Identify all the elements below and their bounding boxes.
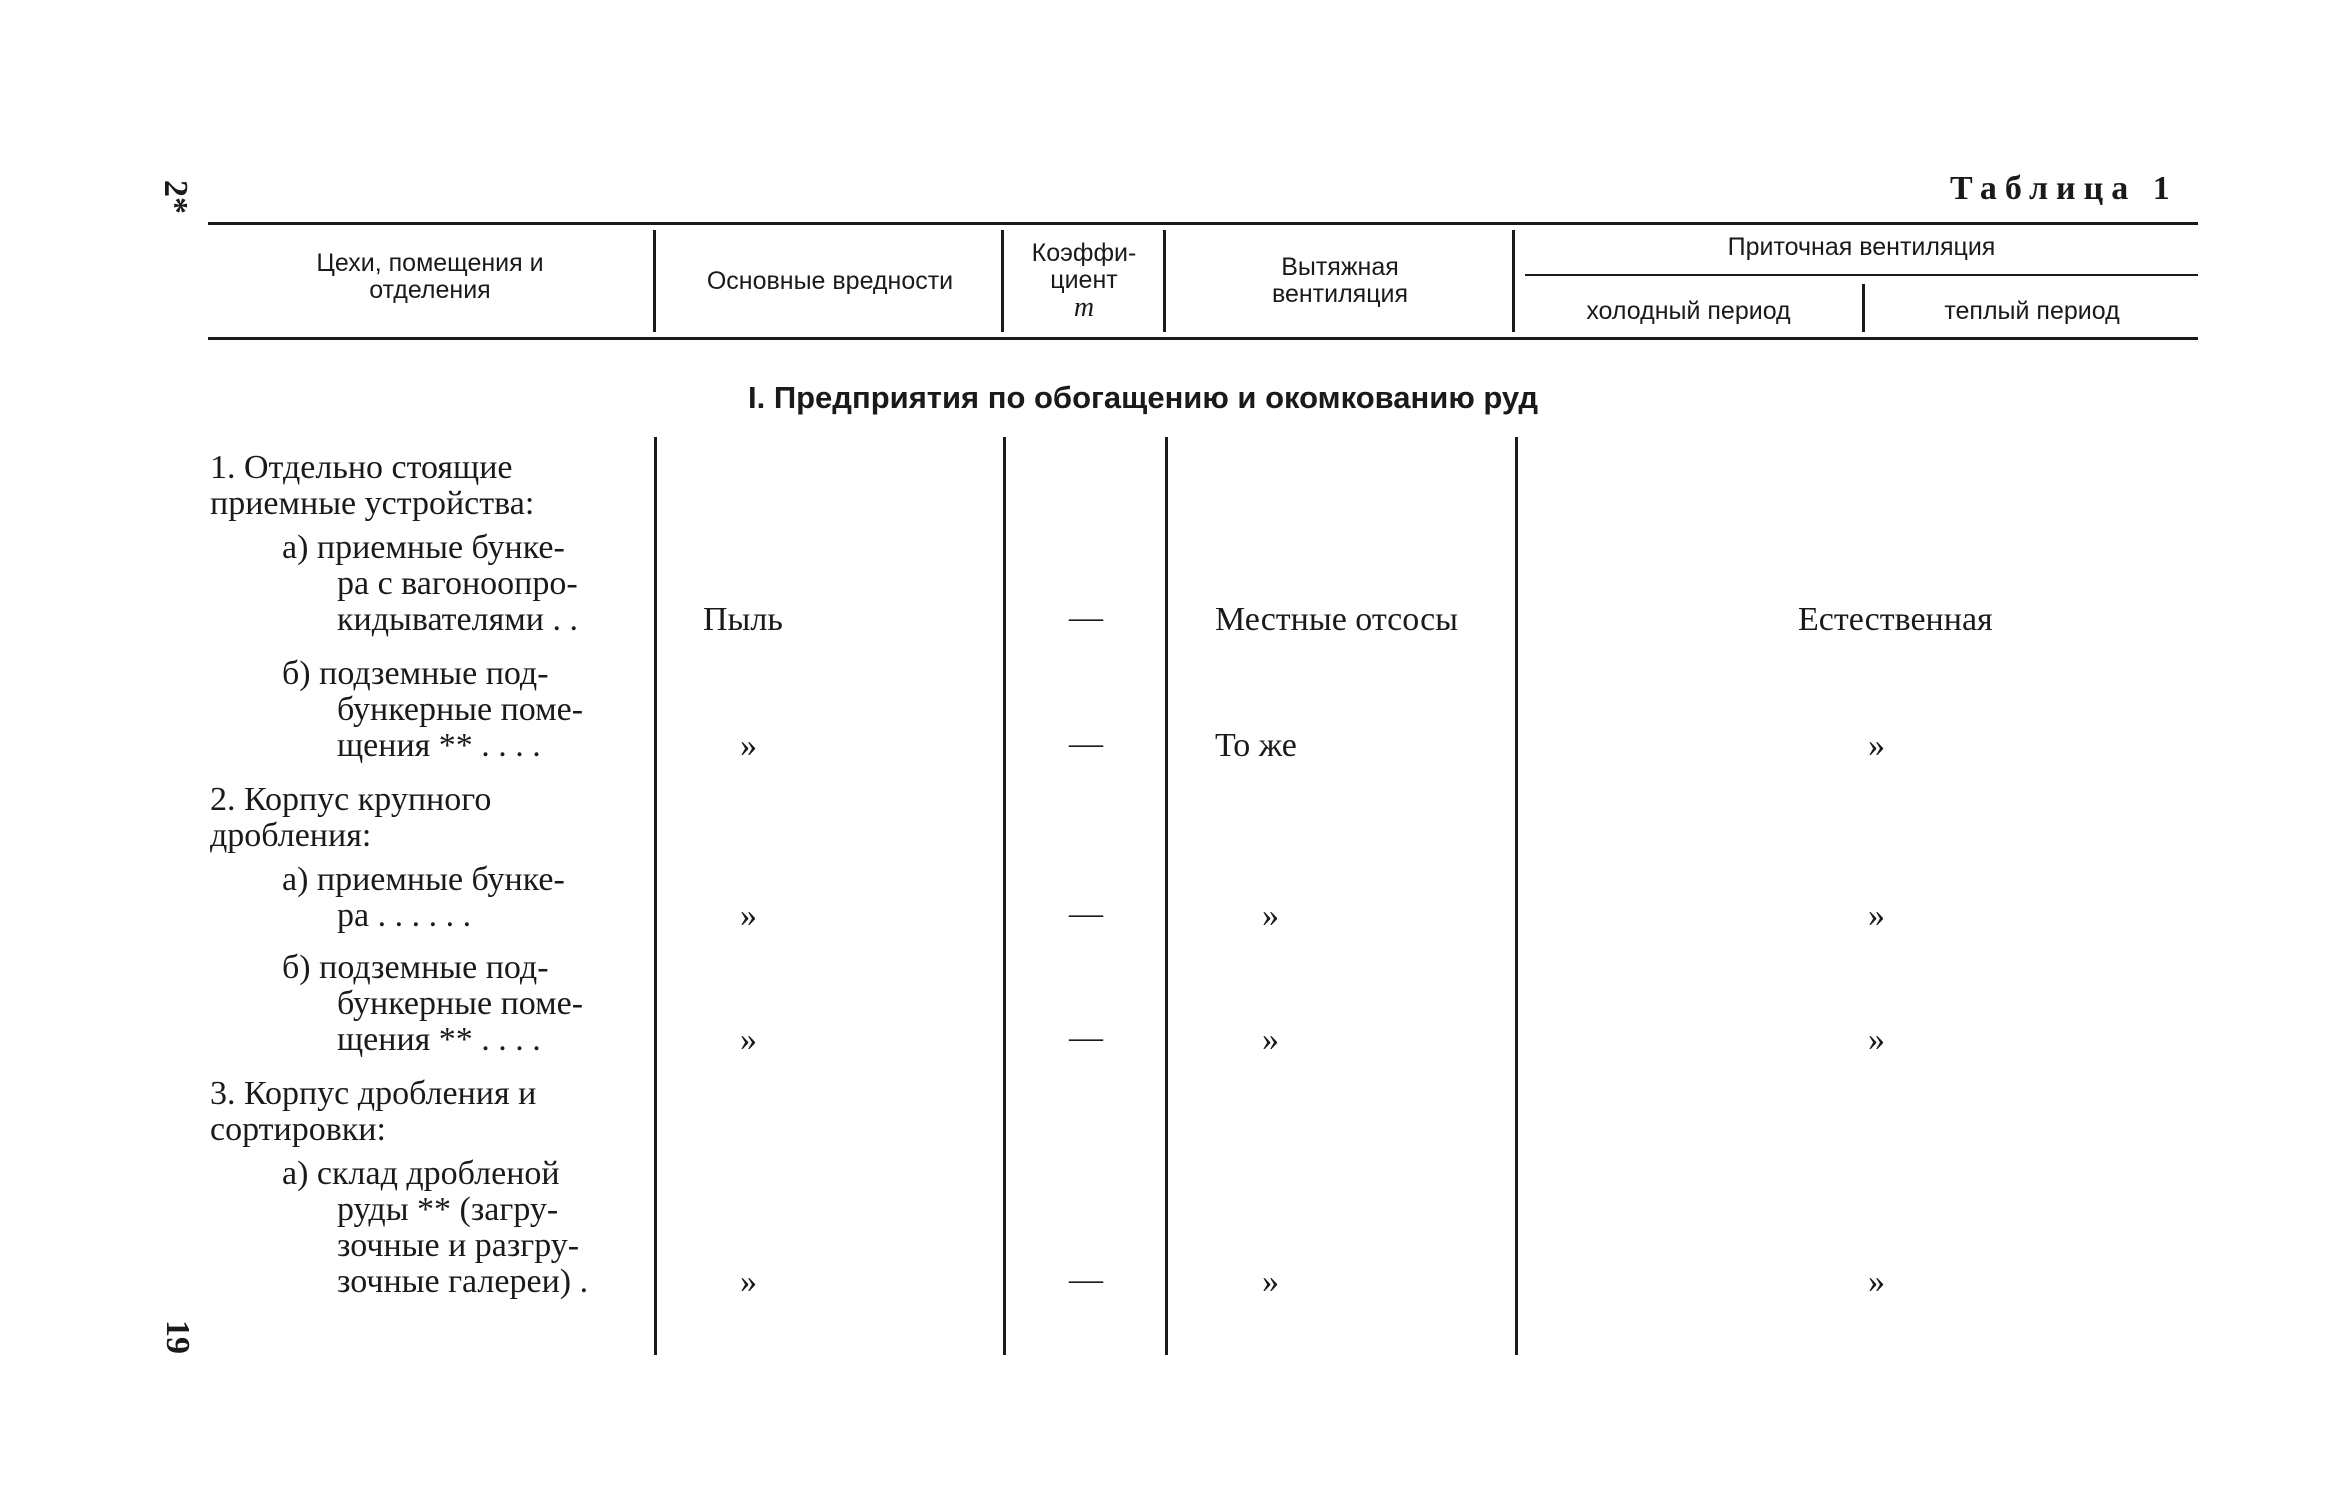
body-divider-4 [1515, 437, 1518, 1355]
row-2b-coefficient: — [1069, 1019, 1103, 1056]
row-1b-label-line1: б) подземные под- [282, 655, 549, 692]
row-1-heading [210, 450, 642, 522]
row-1b-label-line3: щения ** . . . . [337, 727, 541, 764]
row-2-heading-line1: 2. Корпус крупного [210, 781, 492, 818]
row-3a-exhaust: » [1262, 1263, 1279, 1300]
header-main-hazards: Основные вредности [706, 267, 954, 295]
header-coefficient-line2: циент [1050, 266, 1118, 294]
row-1b-harm: » [740, 727, 757, 764]
row-2a-harm: » [740, 897, 757, 934]
row-1a-exhaust: Местные отсосы [1215, 601, 1458, 638]
header-top-rule [208, 222, 2198, 225]
header-coefficient-symbol: m [1073, 292, 1095, 323]
row-3a-label-line4: зочные галереи) . [337, 1263, 589, 1300]
row-3-heading-line1: 3. Корпус дробления и [210, 1075, 537, 1112]
row-2a-coefficient: — [1069, 895, 1103, 932]
row-1b-supply: » [1868, 727, 1885, 764]
row-1a-label [282, 530, 644, 638]
table-label: Таблица 1 [1950, 170, 2178, 207]
row-1a-coefficient: — [1069, 599, 1103, 636]
bottom-margin-page-number: 19 [159, 1320, 196, 1354]
row-2b-label-line2: бункерные поме- [337, 985, 584, 1022]
body-divider-3 [1165, 437, 1168, 1355]
header-warm-period: теплый период [1944, 297, 2120, 325]
row-1-heading-line2: приемные устройства: [210, 485, 535, 522]
row-1a-supply: Естественная [1798, 601, 1993, 638]
row-2b-exhaust: » [1262, 1021, 1279, 1058]
row-1b-exhaust: То же [1215, 727, 1297, 764]
row-3-heading-line2: сортировки: [210, 1111, 386, 1148]
row-2-heading [210, 782, 642, 854]
row-3a-harm: » [740, 1263, 757, 1300]
row-1a-harm: Пыль [703, 601, 783, 638]
row-1b-label [282, 656, 644, 764]
row-2a-label-line2: ра . . . . . . [337, 897, 472, 934]
header-coefficient [1006, 240, 1162, 321]
header-coefficient-line1: Коэффи- [1031, 239, 1137, 267]
header-cold-period: холодный период [1586, 297, 1791, 325]
row-2a-label [282, 862, 644, 934]
header-divider-2 [1001, 230, 1004, 332]
row-3a-supply: » [1868, 1263, 1885, 1300]
header-divider-5 [1862, 284, 1865, 332]
body-divider-1 [654, 437, 657, 1355]
row-3a-coefficient: — [1069, 1261, 1103, 1298]
row-2b-supply: » [1868, 1021, 1885, 1058]
row-3-heading [210, 1076, 642, 1148]
header-exhaust-ventilation: Вытяжная вентиляция [1271, 253, 1409, 308]
row-1a-label-line1: а) приемные бунке- [282, 529, 565, 566]
row-2a-exhaust: » [1262, 897, 1279, 934]
top-margin-page-number: 2* [157, 180, 194, 214]
header-workshops: Цехи, помещения и отделения [316, 249, 544, 304]
row-1a-label-line3: кидывателями . . [337, 601, 578, 638]
row-2b-harm: » [740, 1021, 757, 1058]
row-2-heading-line2: дробления: [210, 817, 372, 854]
row-2b-label-line1: б) подземные под- [282, 949, 549, 986]
row-3a-label-line1: а) склад дробленой [282, 1155, 560, 1192]
body-divider-2 [1003, 437, 1006, 1355]
row-1a-label-line2: ра с вагоноопро- [337, 565, 578, 602]
row-2b-label-line3: щения ** . . . . [337, 1021, 541, 1058]
header-divider-3 [1163, 230, 1166, 332]
row-3a-label-line2: руды ** (загру- [337, 1191, 559, 1228]
row-2b-label [282, 950, 644, 1058]
header-supply-ventilation: Приточная вентиляция [1727, 233, 1996, 261]
header-divider-1 [653, 230, 656, 332]
row-3a-label [282, 1156, 644, 1300]
supply-subheader-rule [1525, 274, 2198, 276]
section-title: I. Предприятия по обогащению и окомкованию руд [748, 380, 1539, 415]
row-1-heading-line1: 1. Отдельно стоящие [210, 449, 513, 486]
row-2a-supply: » [1868, 897, 1885, 934]
row-1b-coefficient: — [1069, 725, 1103, 762]
row-2a-label-line1: а) приемные бунке- [282, 861, 565, 898]
header-bottom-rule [208, 337, 2198, 340]
row-1b-label-line2: бункерные поме- [337, 691, 584, 728]
row-3a-label-line3: зочные и разгру- [337, 1227, 580, 1264]
